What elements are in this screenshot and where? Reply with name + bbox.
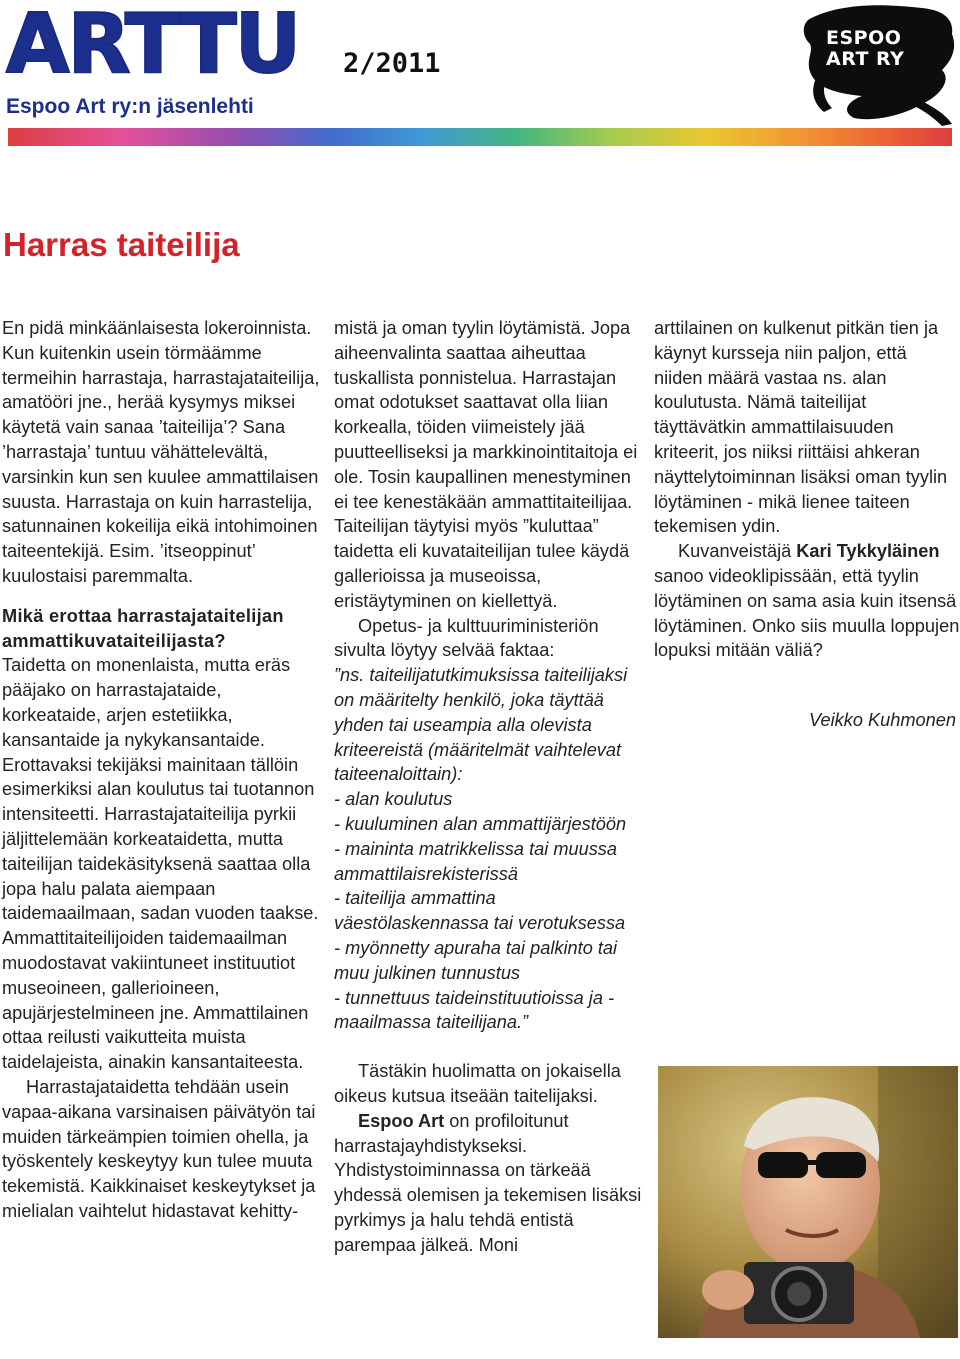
organization-name: Espoo Art [358, 1110, 445, 1131]
person-name: Kari Tykkyläinen [796, 541, 940, 562]
paragraph: En pidä minkäänlaisesta lokeroinnista. Kun kuitenkin usein törmäämme termeihin harrastaja, harrastajataiteilija, amatööri jne., herää kysymys miksei käytetä vain sanaa ’taiteilija’? Sana ’harrastaja’ tuntuu vähättelevältä, varsinkin kun sen kuulee ammattilaisen suusta. Harrastaja on kuin harrastelija, satunnainen kokeilija eikä intohimoinen taiteentekijä. Esim. ’itseoppinut’ kuulostaisi paremmalta. [2, 318, 320, 586]
column-2 [334, 316, 644, 1257]
issue-number: 2/2011 [343, 48, 441, 79]
quote: ”ns. taiteilijatutkimuksissa taiteilijaksi on määritelty henkilö, joka täyttää yhden tai useampia alla olevista kriteereistä (määritelmät vaihtelevat taiteenaloittain): [334, 665, 628, 785]
criteria-item: - myönnetty apuraha tai palkinto tai muu julkinen tunnustus [334, 937, 618, 983]
column-3 [654, 316, 960, 733]
paragraph-text: sanoo videoklipissään, että tyylin löytäminen on sama asia kuin itsensä löytäminen. Onko siis muulla loppujen lopuksi mitään väliä? [654, 565, 960, 661]
paragraph-text: on profiloitunut harrastajayhdistykseksi. Yhdistystoiminnassa on tärkeää yhdessä olemisen ja tekemisen lisäksi pyrkimys ja halu tehdä entistä parempaa jälkeä. Moni [334, 1110, 642, 1255]
club-logo-line1: ESPOO [826, 27, 902, 49]
paragraph: Harrastajataidetta tehdään usein vapaa-aikana varsinaisen päivätyön tai muiden tärkeämpien toimien ohella, ja työskentely keskeytyy kun tulee muuta tekemistä. Kaikkinaiset keskeytykset ja mielialan vaihtelut hidastavat kehitty- [2, 1076, 316, 1221]
paragraph: Opetus- ja kulttuuriministeriön sivulta löytyy selvää faktaa: [334, 615, 599, 661]
article-title: Harras taiteilija [3, 226, 240, 263]
masthead [0, 0, 960, 150]
magazine-subtitle: Espoo Art ry:n jäsenlehti [6, 95, 254, 118]
subheading: Mikä erottaa harrastajataitelijan ammattikuvataiteilijasta? [2, 605, 284, 651]
espoo-art-logo-text [826, 28, 904, 70]
paragraph: Tästäkin huolimatta on jokaisella oikeus kutsua itseään taitelijaksi. [334, 1061, 621, 1106]
criteria-item: - maininta matrikkelissa tai muussa ammattilaisrekisterissä [334, 838, 618, 884]
criteria-item: - kuuluminen alan ammattijärjestöön [334, 813, 627, 834]
author-signature: Veikko Kuhmonen [809, 710, 956, 731]
paragraph: mistä ja oman tyylin löytämistä. Jopa aiheenvalinta saattaa aiheuttaa tuskallista ponnistelua. Harrastajan omat odotukset saattavat olla liian korkealla, töiden viimeistely jää puutteelliseksi ja markkinointitaitoja ei ole. Tosin kaupallinen menestyminen ei tee kenestäkään ammattitaiteilijaa. Taiteilijan täytyisi myös ”kuluttaa” taidetta eli kuvataiteilijan tulee käydä gallerioissa ja museoissa, eristäytyminen on kiellettyä. [334, 318, 638, 611]
paragraph [654, 539, 960, 663]
criteria-item: - tunnettuus taideinstituutioissa ja -maailmassa taiteilijana.” [334, 987, 615, 1033]
club-logo-line2: ART RY [826, 48, 905, 70]
espoo-art-logo [802, 0, 960, 128]
paragraph: arttilainen on kulkenut pitkän tien ja käynyt kursseja niin paljon, että niiden määrä vastaa ns. alan koulutusta. Nämä taiteilijat täyttävätkin ammattilaisuuden kriteerit, jos niiksi riittäisi ahkeran näyttelytoiminnan lisäksi oman tyylin löytäminen - mikä lienee taiteen tekemisen ydin. [654, 318, 948, 537]
column-1 [2, 316, 320, 1224]
paragraph-lead: Kuvanveistäjä [678, 541, 797, 562]
criteria-item: - taiteilija ammattina väestölaskennassa tai verotuksessa [334, 888, 626, 934]
paragraph: Taidetta on monenlaista, mutta eräs pääjako on harrastajataide, korkeataide, arjen estetiikka, kansantaide ja nykykansantaide. Erottavaksi tekijäksi mainitaan tällöin esimerkiksi alan koulutus tai tuotannon intensiteetti. Harrastajataiteilija pyrkii jäljittelemään korkeataidetta, mutta taiteilijan taidekäsityksenä saattaa olla jopa halu palata aiempaan taidemaailmaan, sadan vuoden taakse. Ammattitaiteilijoiden taidemaailman muodostavat vakiintuneet instituutiot museoineen, gallerioineen, apujärjestelmineen jne. Ammattilainen ottaa reilusti vaikutteita muista taidelajeista, ainakin kansantaiteesta. [2, 655, 319, 1073]
rainbow-stripe [8, 128, 952, 146]
author-photo [658, 1066, 958, 1338]
criteria-item: - alan koulutus [334, 789, 453, 810]
magazine-logo: ARTTU [6, 0, 300, 92]
paragraph [334, 1109, 644, 1258]
